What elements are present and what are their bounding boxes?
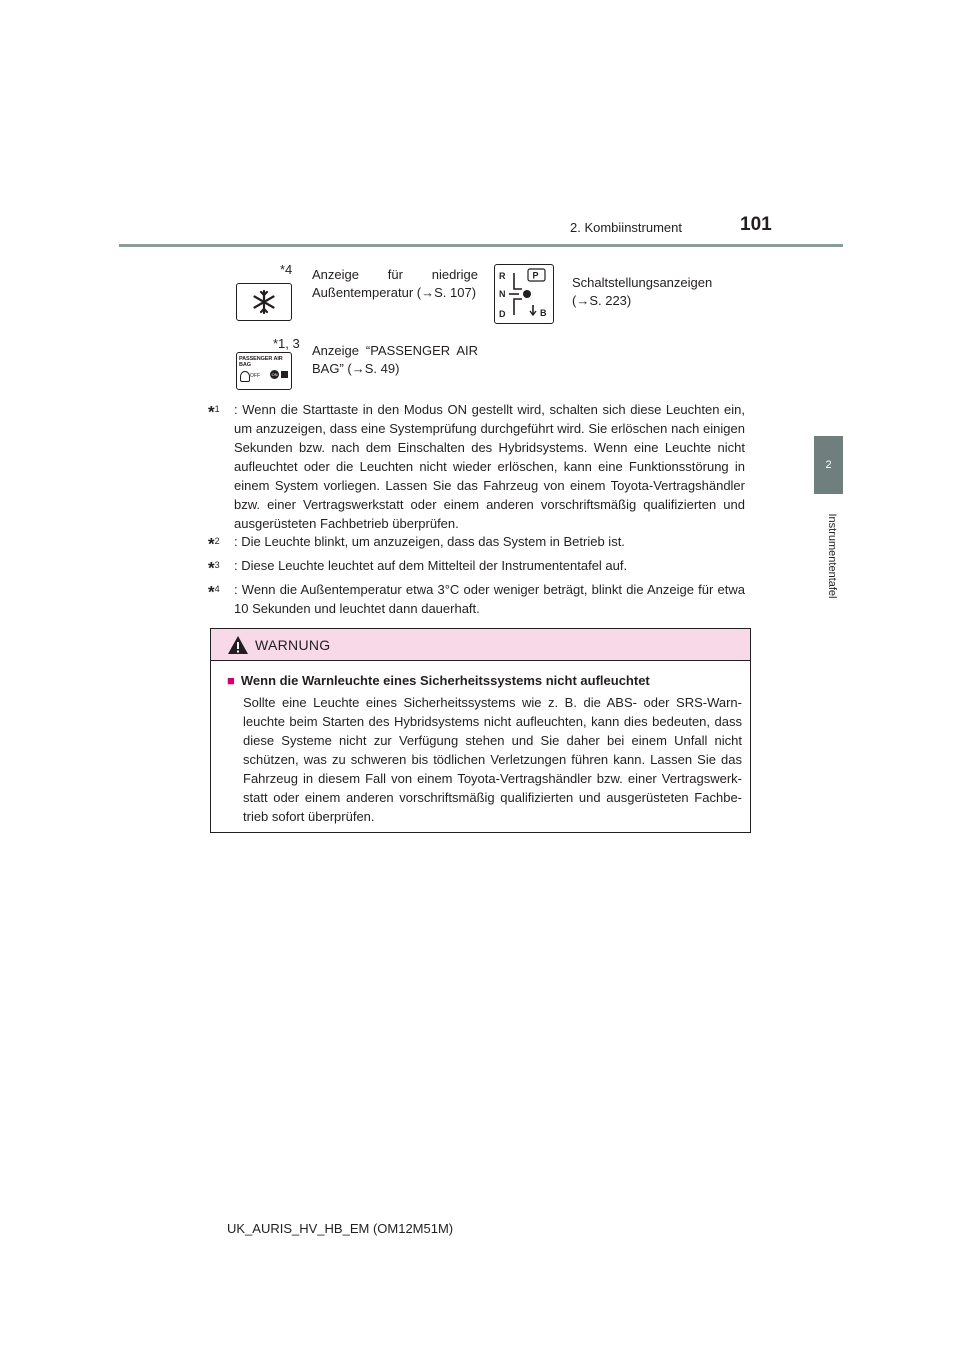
airbag-icon-text: PASSENGER AIR BAG (239, 356, 283, 368)
footnote-1-text: : Wenn die Starttaste in den Modus ON gestellt wird, schalten sich diese Leuchten ein, um anzuzeigen, dass eine Systemprüfung durchgeführt wird. Sie erlöschen nach einigen Sekunden bzw. nach dem Einschalten des Hybridsystems. Wenn eine Leuchte nicht aufleuchtet oder die Leuchten nicht wieder erlöschen, kann eine Funktionsstörung in einem System vorliegen. Lassen Sie das Fahrzeug von einem Toyota-Vertragshändler bzw. einer Vertragswerkstatt oder einem anderen vorschriftsmäßig qualifizierten und ausgerüsteten Fachbetrieb überprüfen. (234, 402, 745, 531)
shift-letter-p: P (532, 270, 539, 281)
footnote-2 (208, 532, 745, 554)
chapter-tab[interactable]: 2 (814, 436, 843, 494)
shift-letter-d: D (499, 309, 506, 319)
footnote-2-number: 2 (214, 536, 220, 546)
footnote-3-star: * (208, 558, 215, 578)
footnote-2-star: * (208, 534, 215, 554)
row1-left-description: Anzeige für niedrige Außentemperatur (→S. 107) (312, 267, 478, 300)
square-bullet-icon: ■ (227, 673, 235, 688)
passenger-airbag-icon (236, 352, 292, 390)
shift-position-icon (494, 264, 554, 324)
footnote-1-star: * (208, 402, 215, 422)
airbag-off-text: OFF (250, 373, 260, 379)
footnote-4-number: 4 (214, 584, 220, 594)
footnote-4 (208, 580, 745, 618)
document-id: UK_AURIS_HV_HB_EM (OM12M51M) (227, 1221, 454, 1236)
footnote-2-text: : Die Leuchte blinkt, um anzuzeigen, dass das System in Betrieb ist. (234, 534, 625, 549)
chapter-label (812, 500, 847, 620)
row1-star: *4 (280, 262, 293, 277)
row1-right-desc-line2: (→S. 223) (572, 293, 632, 308)
footnote-3-text: : Diese Leuchte leuchtet auf dem Mittelteil der Instrumententafel auf. (234, 558, 628, 573)
page-number: 101 (740, 214, 772, 235)
chapter-label-text: Instrumententafel (826, 513, 838, 599)
snowflake-icon (236, 283, 292, 321)
footnote-4-text: : Wenn die Außentemperatur etwa 3°C oder weniger beträgt, blinkt die Anzeige für etwa 10 Sekunden und leuchtet dann dauerhaft. (234, 582, 745, 616)
footnote-3-number: 3 (214, 560, 220, 570)
row1-right-description (572, 274, 742, 310)
header-rule (119, 244, 843, 247)
shift-letter-b: B (540, 308, 547, 318)
warning-text: Sollte eine Leuchte eines Sicherheitssystems wie z. B. die ABS- oder SRS-Warn-leuchte beim Starten des Hybridsystems nicht aufleuchten, kann dies bedeuten, dass diese Systeme nicht zur Verfügung stehen und Sie daher bei einem Unfall nicht schützen, was zu schweren bis tödlichen Verletzungen führen kann. Lassen Sie das Fahrzeug in diesem Fall von einem Toyota-Vertragshändler bzw. einer Vertragswerk-statt oder einem anderen vorschriftsmäßig qualifizierten und ausgerüsteten Fachbe-trieb sofort überprüfen. (243, 695, 742, 824)
airbag-off-badge (281, 371, 288, 378)
warning-box (210, 628, 751, 833)
warning-label: WARNUNG (255, 637, 331, 653)
row1-right-desc-line1: Schaltstellungsanzeigen (572, 275, 713, 290)
footnote-1-number: 1 (214, 404, 220, 414)
row2-star: *1, 3 (273, 336, 300, 351)
footnote-4-star: * (208, 582, 215, 602)
warning-triangle-icon (227, 635, 249, 655)
warning-heading (227, 673, 650, 688)
footnote-1 (208, 400, 745, 533)
warning-header (211, 629, 750, 661)
shift-letter-n: N (499, 289, 506, 299)
seat-symbol (240, 371, 250, 382)
shift-letter-r: R (499, 271, 506, 281)
row2-left-description: Anzeige “PASSENGER AIR BAG” (→S. 49) (312, 343, 478, 376)
airbag-on-badge: ON (271, 372, 278, 377)
footnote-3 (208, 556, 745, 578)
section-title: 2. Kombiinstrument (570, 220, 682, 235)
warning-heading-text: Wenn die Warnleuchte eines Sicherheitssystems nicht aufleuchtet (240, 673, 650, 688)
